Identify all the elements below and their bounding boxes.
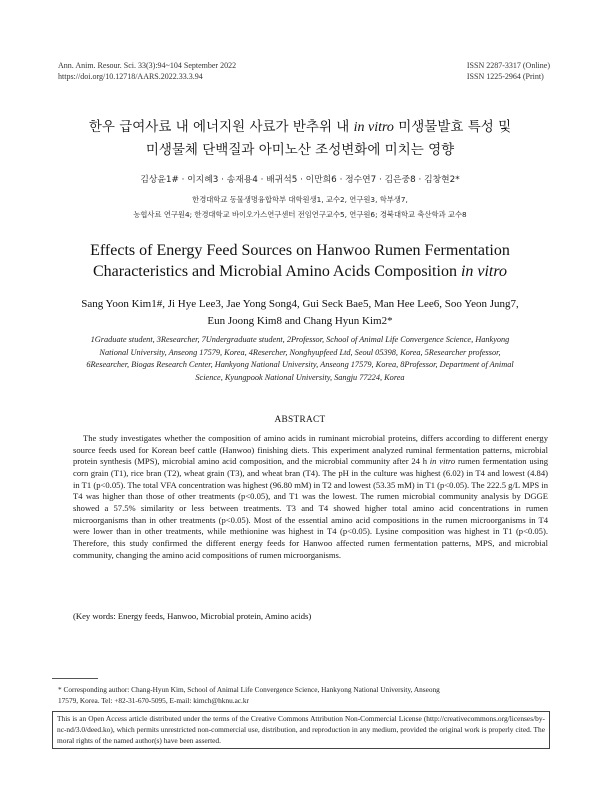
english-authors: Sang Yoon Kim1#, Ji Hye Lee3, Jae Yong Song4, Gui Seck Bae5, Man Hee Lee6, Soo Yeon Jung7, Eun Joong Kim8 and Chang Hyun Kim2* xyxy=(81,298,519,327)
issn-print: ISSN 1225-2964 (Print) xyxy=(466,72,544,81)
korean-title-line1: 한우 급여사료 내 에너지원 사료가 반추위 내 in vitro 미생물발효 특성 및 xyxy=(88,119,512,135)
footnote-divider xyxy=(52,678,98,679)
english-title-line1: Effects of Energy Feed Sources on Hanwoo Rumen Fermentation xyxy=(90,242,510,259)
korean-authors: 김상윤1# · 이지혜3 · 송재용4 · 배귀석5 · 이만희6 · 정수연7 · 김은중8 · 김창현2* xyxy=(140,175,460,185)
korean-title-line2: 미생물체 단백질과 아미노산 조성변화에 미치는 영향 xyxy=(145,142,455,158)
journal-name: Ann. Anim. Resour. Sci. 33(3):94~104 September 2022 xyxy=(58,61,237,70)
corresponding-author-footnote: * Corresponding author: Chang-Hyun Kim, School of Animal Life Convergence Science, Hankyong National University, Anseong 17579, Korea. Tel: +82-31-670-5095, E-mail: kimch@hknu.ac.kr xyxy=(58,685,440,705)
abstract-heading: ABSTRACT xyxy=(274,415,326,425)
english-affiliations: 1Graduate student, 3Researcher, 7Undergraduate student, 2Professor, School of Animal Life Convergence Science, Hankyong National University, Anseong 17579, Korea, 4Resercher, Nonghyupfeed Ltd, Seoul 05398, Korea, 5Researcher professor, 6Researcher, Biogas Research Center, Hankyong National University, Anseong 17579, Korea, 8Professor, Department of Animal Science, Kyungpook National University, Sangju 77224, Korea xyxy=(86,335,514,382)
doi-link[interactable]: https://doi.org/10.12718/AARS.2022.33.3.94 xyxy=(58,72,203,81)
abstract-body: The study investigates whether the composition of amino acids in ruminant microbial proteins, differs according to different energy source feeds used for Korean beef cattle (Hanwoo) finishing diets. This experiment analyzed ruminal fermentation patterns, microbial protein synthesis (MPS), microbial amino acid composition, and the microbial community after 24 h in vitro rumen fermentation using corn grain (T1), rice bran (T2), wheat grain (T3), and wheat bran (T4). The pH in the culture was highest (6.02) in T4 and lowest (4.84) in T1 (p<0.05). The total VFA concentration was highest (96.80 mM) in T2 and lowest (53.35 mM) in T1 (p<0.05). The 222.5 g/L MPS in T4 was higher than those of other treatments (p<0.05), and T1 was the lowest. The rumen microbial community analysis by DGGE showed a 57.5% similarity or less between treatments. T3 and T4 showed higher total amino acid concentrations in rumen microorganisms than in other treatments (p<0.05). Most of the essential amino acid compositions in the rumen microorganisms in T4 were lower than in other treatments, while methionine was highest in T4 (p<0.05). Lysine composition was highest in T1 (p<0.05). Therefore, this study confirmed the different energy feeds for Hanwoo affected rumen fermentation patterns, MPS, and microbial community, changing the amino acid compositions of rumen microorganisms. xyxy=(73,433,548,560)
license-box: This is an Open Access article distributed under the terms of the Creative Commons Attribution Non-Commercial License (http://creativecommons.org/licenses/by-nc-nd/3.0/deed.ko), which permits unrestricted non-commercial use, distribution, and reproduction in any medium, provided the original work is properly cited. The moral rights of the named author(s) have been asserted. xyxy=(52,711,550,749)
keywords: (Key words: Energy feeds, Hanwoo, Microbial protein, Amino acids) xyxy=(73,611,312,621)
korean-title xyxy=(30,116,570,161)
english-title xyxy=(30,240,570,282)
issn-block xyxy=(467,60,550,82)
journal-citation xyxy=(58,60,236,82)
english-title-line2: Characteristics and Microbial Amino Acids Composition in vitro xyxy=(92,263,508,280)
issn-online: ISSN 2287-3317 (Online) xyxy=(466,61,550,70)
korean-affiliations: 한경대학교 동물생명융합학부 대학원생1, 교수2, 연구원3, 학부생7, 농협사료 연구원4; 한경대학교 바이오가스연구센터 전임연구교수5, 연구원6; 경북대학교 축산학과 교수8 xyxy=(133,195,467,219)
